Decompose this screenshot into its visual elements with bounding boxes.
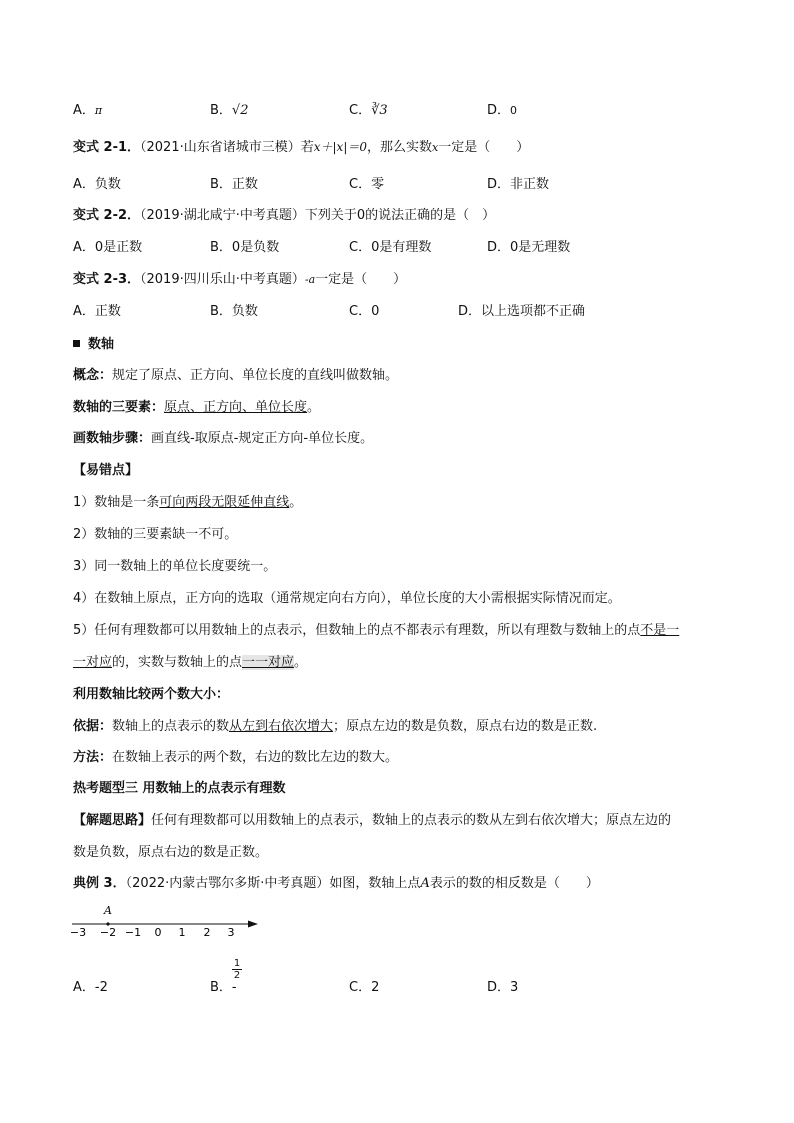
error-point-4: 4）在数轴上原点，正方向的选取（通常规定向右方向），单位长度的大小需根据实际情况而定。 bbox=[73, 591, 621, 606]
number-line bbox=[68, 902, 268, 938]
option-a: A．负数 bbox=[73, 177, 121, 192]
question-2-1: 变式 2-1．（2021·山东省诸城市三模）若x＋|x|＝0，那么实数x一定是（ ） bbox=[73, 140, 530, 155]
question-label: 变式 2-3． bbox=[73, 272, 141, 287]
question-2-2: 变式 2-2．（2019·湖北咸宁·中考真题）下列关于0的说法正确的是（ ） bbox=[73, 208, 496, 223]
tick-label: −2 bbox=[99, 926, 117, 938]
concept-line: 概念：规定了原点、正方向、单位长度的直线叫做数轴。 bbox=[73, 368, 399, 383]
question-2-3: 变式 2-3．（2019·四川乐山·中考真题）-a一定是（ ） bbox=[73, 272, 407, 287]
option-a: A．π bbox=[73, 103, 103, 118]
question-label: 变式 2-2． bbox=[73, 208, 141, 223]
tick-label: 0 bbox=[154, 926, 162, 938]
option-d: D．非正数 bbox=[487, 177, 550, 192]
error-point-3: 3）同一数轴上的单位长度要统一。 bbox=[73, 559, 277, 574]
error-points-title: 【易错点】 bbox=[73, 463, 139, 478]
point-a-label: A bbox=[104, 904, 112, 917]
option-c: C．∛3 bbox=[349, 103, 388, 118]
option-d: D．以上选项都不正确 bbox=[458, 304, 586, 319]
section-title: 数轴 bbox=[73, 336, 114, 354]
solution-idea: 【解题思路】任何有理数都可以用数轴上的点表示，数轴上的点表示的数从左到右依次增大；原点左边的 bbox=[73, 813, 672, 828]
three-elements-line: 数轴的三要素：原点、正方向、单位长度。 bbox=[73, 400, 321, 415]
compare-title: 利用数轴比较两个数大小： bbox=[73, 687, 230, 702]
option-a: A．-2 bbox=[73, 980, 108, 995]
example-3: 典例 3．（2022·内蒙古鄂尔多斯·中考真题）如图，数轴上点A表示的数的相反数是（ ） bbox=[73, 876, 599, 891]
tick-label: −1 bbox=[124, 926, 142, 938]
bullet-square-icon bbox=[73, 340, 80, 347]
option-d: D．3 bbox=[487, 980, 519, 995]
option-d: D．0是无理数 bbox=[487, 240, 571, 255]
hot-topic-title: 热考题型三 用数轴上的点表示有理数 bbox=[73, 781, 286, 796]
expression: x＋|x|＝0 bbox=[313, 140, 367, 154]
error-point-5-cont: 一对应的，实数与数轴上的点一一对应。 bbox=[73, 655, 308, 670]
question-label: 变式 2-1． bbox=[73, 140, 141, 155]
option-b: B．负数 bbox=[210, 304, 258, 319]
option-a: A．正数 bbox=[73, 304, 121, 319]
option-c: C．0 bbox=[349, 304, 380, 319]
compare-method: 方法：在数轴上表示的两个数，右边的数比左边的数大。 bbox=[73, 750, 399, 765]
tick-label: 1 bbox=[178, 926, 186, 938]
error-point-5: 5）任何有理数都可以用数轴上的点表示，但数轴上的点不都表示有理数，所以有理数与数轴上的点不是一 bbox=[73, 623, 680, 638]
option-b: B．√2 bbox=[210, 103, 249, 118]
error-point-1: 1）数轴是一条可向两段无限延伸直线。 bbox=[73, 495, 303, 510]
option-b: B．- bbox=[210, 980, 237, 995]
steps-line: 画数轴步骤：画直线-取原点-规定正方向-单位长度。 bbox=[73, 431, 374, 446]
option-c: C．零 bbox=[349, 177, 385, 192]
error-point-2: 2）数轴的三要素缺一不可。 bbox=[73, 527, 238, 542]
tick-label: 3 bbox=[227, 926, 235, 938]
option-c: C．2 bbox=[349, 980, 380, 995]
solution-idea-cont: 数是负数，原点右边的数是正数。 bbox=[73, 845, 269, 860]
arrow-icon bbox=[248, 921, 258, 928]
tick-label: 2 bbox=[203, 926, 211, 938]
option-c: C．0是有理数 bbox=[349, 240, 432, 255]
option-a: A．0是正数 bbox=[73, 240, 143, 255]
option-d: D．0 bbox=[487, 103, 518, 118]
expression: -a bbox=[304, 273, 316, 286]
option-b: B．正数 bbox=[210, 177, 258, 192]
option-b: B．0是负数 bbox=[210, 240, 280, 255]
compare-basis: 依据：数轴上的点表示的数从左到右依次增大；原点左边的数是负数，原点右边的数是正数. bbox=[73, 719, 598, 734]
fraction: 1 2 bbox=[233, 958, 241, 981]
tick-label: −3 bbox=[69, 926, 87, 938]
